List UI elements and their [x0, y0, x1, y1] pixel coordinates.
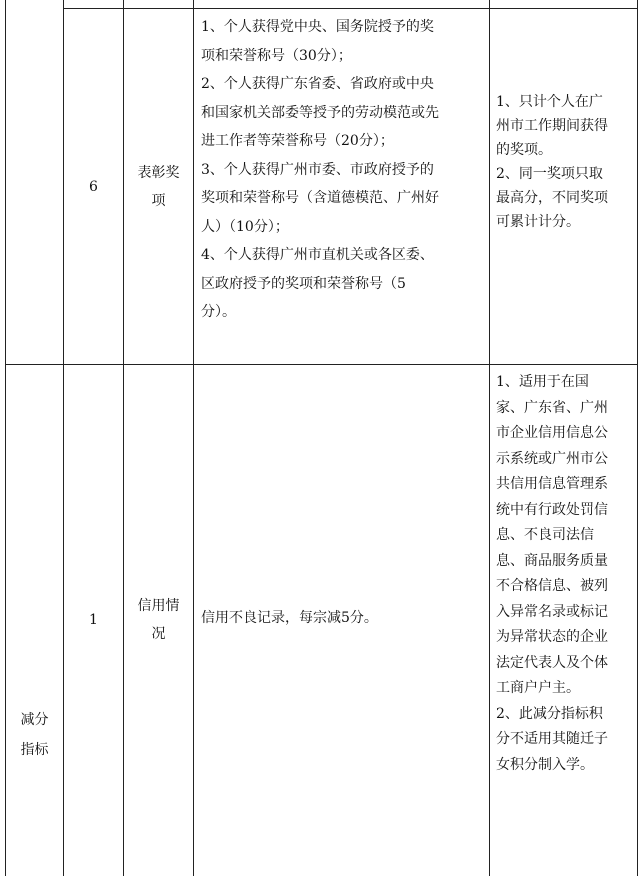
row1-item	[124, 9, 193, 364]
row2-category-line1: 减分	[20, 712, 49, 728]
note-item-credit-2: 2、此减分指标积 分不适用其随迁子 女积分制入学。	[496, 705, 608, 773]
row2-criteria	[201, 609, 483, 627]
row2-category	[6, 705, 63, 765]
row2-number	[64, 590, 123, 650]
row1-item-line1: 表彰奖	[137, 164, 180, 181]
row1-criteria	[201, 13, 483, 327]
row1-number-text: 6	[89, 178, 98, 195]
row2-item-line1: 信用情	[137, 598, 180, 614]
row2-item-line2: 况	[151, 626, 166, 642]
row1-number	[64, 9, 123, 364]
note-item-2: 2、同一奖项只取 最高分，不同奖项 可累计计分。	[496, 166, 608, 230]
note-item-1: 1、只计个人在广 州市工作期间获得 的奖项。	[496, 94, 608, 158]
row2-category-line2: 指标	[20, 742, 49, 758]
note-item-credit-1: 1、适用于在国 家、广东省、广州 市企业信用信息公 示系统或广州市公 共信用信息管理系 统中有行政处罚信 息、不良司法信 息、商品服务质量 不合格信息、被列 入异常名录或标记 为异常状态的企业 法定代表人及个体 工商户户主。	[496, 374, 608, 696]
row2-notes	[496, 370, 634, 778]
criteria-item-3: 3、个人获得广州市委、市政府授予的 奖项和荣誉称号（含道德模范、广州好 人）（10分）；	[201, 161, 439, 235]
criteria-item-4: 4、个人获得广州市直机关或各区委、 区政府授予的奖项和荣誉称号（5 分）。	[201, 247, 434, 320]
row2-number-text: 1	[89, 612, 98, 628]
criteria-item-1: 1、个人获得党中央、国务院授予的奖 项和荣誉称号（30分）；	[201, 19, 434, 64]
row-border-mid	[5, 364, 638, 365]
row2-criteria-text: 信用不良记录，每宗减5分。	[201, 610, 378, 626]
criteria-item-2: 2、个人获得广东省委、省政府或中央 和国家机关部委等授予的劳动模范或先 进工作者等荣誉称号（20分）；	[201, 76, 439, 149]
col-border-4	[489, 0, 490, 876]
row1-notes	[496, 90, 634, 234]
row1-item-line2: 项	[151, 192, 166, 209]
row2-item	[124, 590, 193, 650]
col-border-right	[637, 0, 638, 876]
col-border-3	[193, 0, 194, 876]
